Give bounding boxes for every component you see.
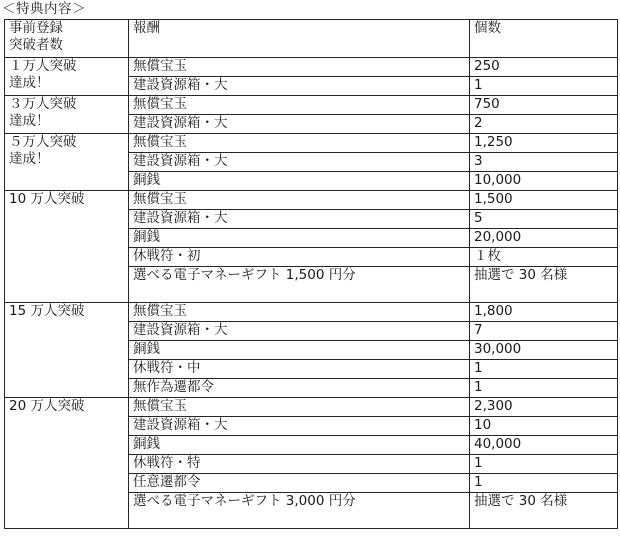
milestone-label: ５万人突破	[9, 134, 77, 150]
reward-cell: 選べる電子マネーギフト 1,500 円分	[129, 267, 470, 303]
milestone-label: ３万人突破	[9, 96, 77, 112]
reward-cell: 建設資源箱・大	[129, 417, 470, 436]
milestone-cell	[5, 191, 129, 303]
milestone-cell	[5, 96, 129, 134]
quantity-cell: 7	[470, 322, 618, 341]
header-milestone	[5, 20, 129, 58]
milestone-cell	[5, 58, 129, 96]
quantity-cell: 抽選で 30 名様	[470, 493, 618, 529]
reward-cell: 休戦符・特	[129, 455, 470, 474]
quantity-cell: 20,000	[470, 229, 618, 248]
quantity-cell: １枚	[470, 248, 618, 267]
quantity-cell: 2	[470, 115, 618, 134]
reward-cell: 無償宝玉	[129, 134, 470, 153]
quantity-cell: 1,250	[470, 134, 618, 153]
rewards-table	[4, 19, 618, 529]
milestone-cell	[5, 398, 129, 529]
milestone-label: １万人突破	[9, 58, 77, 74]
table-row	[5, 191, 618, 210]
table-body	[5, 58, 618, 529]
reward-cell: 銅銭	[129, 229, 470, 248]
milestone-cell	[5, 303, 129, 398]
milestone-label: 達成！	[9, 151, 50, 167]
quantity-cell: 5	[470, 210, 618, 229]
quantity-cell: 750	[470, 96, 618, 115]
milestone-label: 20 万人突破	[9, 398, 85, 414]
table-header-row	[5, 20, 618, 58]
reward-cell: 無償宝玉	[129, 191, 470, 210]
reward-cell: 建設資源箱・大	[129, 322, 470, 341]
reward-cell: 銅銭	[129, 436, 470, 455]
quantity-cell: 10,000	[470, 172, 618, 191]
reward-cell: 建設資源箱・大	[129, 115, 470, 134]
reward-cell: 無償宝玉	[129, 58, 470, 77]
quantity-cell: 1	[470, 77, 618, 96]
reward-cell: 建設資源箱・大	[129, 210, 470, 229]
reward-cell: 休戦符・初	[129, 248, 470, 267]
quantity-cell: 1,800	[470, 303, 618, 322]
header-milestone-line: 事前登録	[9, 20, 63, 36]
quantity-cell: 250	[470, 58, 618, 77]
table-row	[5, 134, 618, 153]
header-milestone-line: 突破者数	[9, 37, 63, 53]
quantity-cell: 40,000	[470, 436, 618, 455]
reward-cell: 建設資源箱・大	[129, 77, 470, 96]
quantity-cell: 1	[470, 379, 618, 398]
quantity-cell: 10	[470, 417, 618, 436]
reward-cell: 無作為遷都令	[129, 379, 470, 398]
quantity-cell: 1,500	[470, 191, 618, 210]
table-row	[5, 96, 618, 115]
reward-cell: 銅銭	[129, 341, 470, 360]
reward-cell: 無償宝玉	[129, 398, 470, 417]
quantity-cell: 1	[470, 360, 618, 379]
quantity-cell: 抽選で 30 名様	[470, 267, 618, 303]
table-row	[5, 303, 618, 322]
reward-cell: 任意遷都令	[129, 474, 470, 493]
milestone-cell	[5, 134, 129, 191]
reward-cell: 銅銭	[129, 172, 470, 191]
table-row	[5, 398, 618, 417]
quantity-cell: 3	[470, 153, 618, 172]
quantity-cell: 1	[470, 474, 618, 493]
reward-cell: 無償宝玉	[129, 96, 470, 115]
table-caption: ＜特典内容＞	[2, 1, 86, 17]
reward-cell: 休戦符・中	[129, 360, 470, 379]
reward-cell: 選べる電子マネーギフト 3,000 円分	[129, 493, 470, 529]
milestone-label: 15 万人突破	[9, 303, 85, 319]
milestone-label: 達成！	[9, 113, 50, 129]
header-reward: 報酬	[129, 20, 470, 58]
reward-cell: 建設資源箱・大	[129, 153, 470, 172]
quantity-cell: 1	[470, 455, 618, 474]
table-row	[5, 58, 618, 77]
quantity-cell: 30,000	[470, 341, 618, 360]
reward-cell: 無償宝玉	[129, 303, 470, 322]
milestone-label: 達成！	[9, 75, 50, 91]
header-quantity: 個数	[470, 20, 618, 58]
quantity-cell: 2,300	[470, 398, 618, 417]
milestone-label: 10 万人突破	[9, 191, 85, 207]
